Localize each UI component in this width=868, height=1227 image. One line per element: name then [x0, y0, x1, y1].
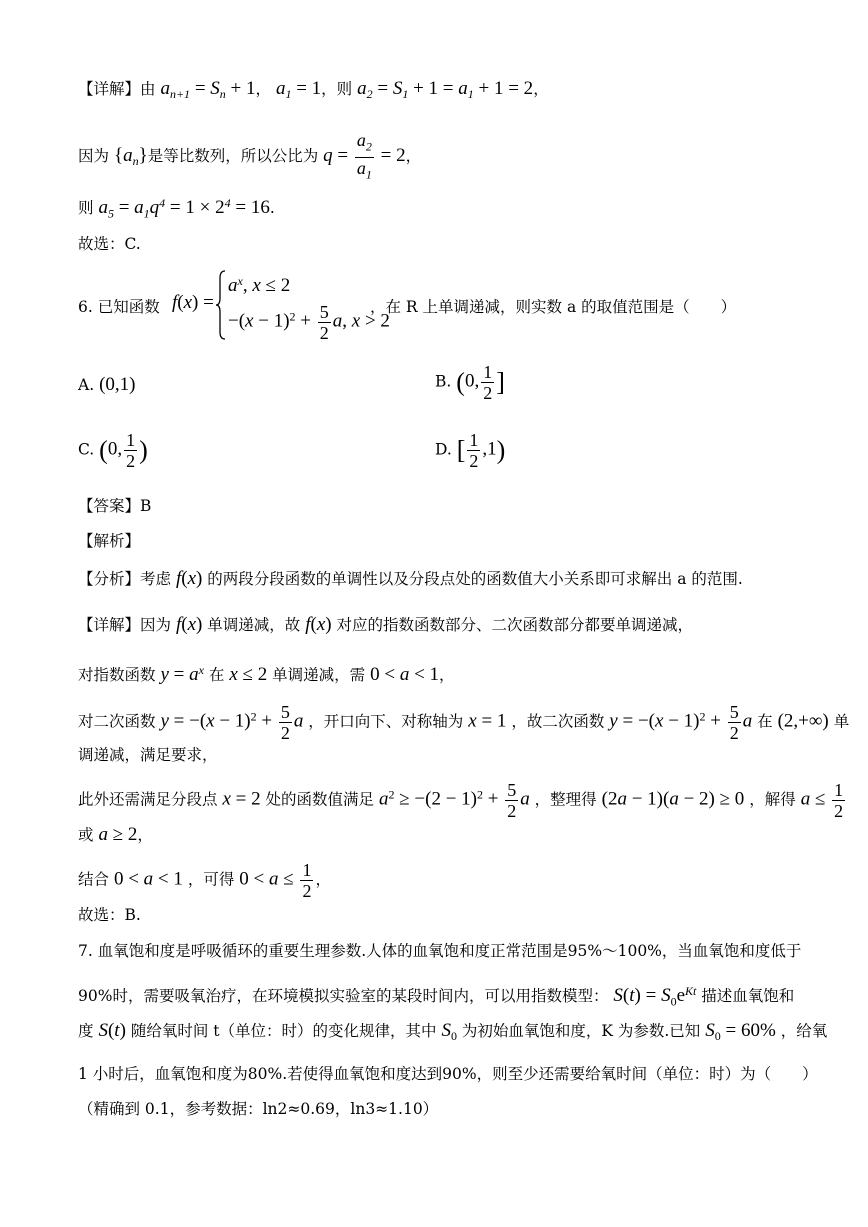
text: ，给氧: [780, 1022, 828, 1040]
brace-icon: [216, 270, 226, 340]
text: ，可得: [187, 870, 235, 889]
q6-fx: f(x) =: [172, 292, 214, 313]
option-label: D.: [435, 440, 452, 459]
text: 单: [833, 712, 850, 731]
text: ，故二次函数: [511, 712, 605, 731]
text: 则: [78, 199, 94, 218]
text: 在: [208, 666, 225, 685]
q7-line5: （精确到 0.1，参考数据：ln2≈0.69，ln3≈1.10）: [78, 1100, 439, 1118]
q6-stem-prefix: 6. 已知函数: [78, 298, 160, 316]
text: 的两段分段函数的单调性以及分段点处的函数值大小关系即可求解出 a 的范围.: [207, 570, 743, 588]
solution5-line1: 【详解】由 $a_{n+1} = S_n + 1$， $a_1 = 1$，则 $a_2 = S_1 + 1 = a_1 + 1 = 2$，: [78, 78, 549, 102]
q6-detail3: 对二次函数 $y = -(x - 1)^2$ + $\frac{5}{2}$ a ，开口向下、对称轴为 x = 1 ，故二次函数 $y = -(x - 1)^2$ + $\frac{5}{2}$ a 在 (2,+∞) 单: [78, 702, 850, 743]
q7-line3: 度 S(t) 随给氧时间 t（单位：时）的变化规律，其中 $S_0$ 为初始血氧饱和度，K 为参数.已知 $S_0 = 60\%$ ，给氧: [78, 1020, 828, 1044]
text: 此外还需满足分段点: [78, 790, 218, 809]
text: ，解得: [749, 790, 796, 809]
q6-detail2: 对指数函数 $y = a^x$ 在 x ≤ 2 单调递减，需 0 < a < 1，: [78, 663, 455, 686]
text: 对指数函数: [78, 666, 156, 685]
q6-choice: 故选：B.: [78, 906, 141, 924]
text: 结合: [78, 870, 110, 889]
q6-answer: 【答案】B: [78, 497, 152, 515]
text: 是等比数列，所以公比为: [147, 147, 319, 166]
q7-line1: 7. 血氧饱和度是呼吸循环的重要生理参数.人体的血氧饱和度正常范围是95%～100%，当血氧饱和度低于: [78, 942, 802, 960]
text: 90%时，需要吸氧治疗，在环境模拟实验室的某段时间内，可以用指数模型：: [78, 987, 609, 1006]
option-label: B.: [435, 372, 452, 391]
text: 或: [78, 826, 94, 844]
option-c[interactable]: C. (0, $\frac{1}{2}$ ): [78, 430, 148, 471]
option-a[interactable]: A. (0,1): [78, 374, 136, 395]
q6-piece1: $a^x$, x ≤ 2: [228, 274, 291, 297]
text: ，整理得: [534, 790, 597, 809]
solution5-choice: 故选：C.: [78, 235, 141, 253]
text: 单调递减，故: [207, 616, 301, 634]
solution5-line2: 因为 $\{a_n\}$是等比数列，所以公比为 q = $\frac{a_2}{a_1}$ = 2，: [78, 130, 422, 182]
q6-detail6: 或 a ≥ 2，: [78, 824, 153, 845]
text: 处的函数值满足: [265, 790, 375, 809]
q6-detail4: 调递减，满足要求，: [78, 746, 218, 764]
q6-analysis: 【分析】考虑 f(x) 的两段分段函数的单调性以及分段点处的函数值大小关系即可求解出 a 的范围.: [78, 568, 743, 589]
text: ，开口向下、对称轴为: [308, 712, 464, 731]
q7-line2: 90%时，需要吸氧治疗，在环境模拟实验室的某段时间内，可以用指数模型： $S(t) = S_0e^{Kt}$ 描述血氧饱和: [78, 984, 795, 1009]
text: 对二次函数: [78, 712, 156, 731]
q6-detail1: 【详解】因为 f(x) 单调递减，故 f(x) 对应的指数函数部分、二次函数部分都要单调递减，: [78, 614, 694, 635]
q6-piece2: $-(x - 1)^2$ + $\frac{5}{2}$ a, x > 2: [228, 302, 390, 343]
q7-line4: 1 小时后，血氧饱和度为80%.若使得血氧饱和度达到90%，则至少还需要给氧时间（单位：时）为（ ）: [78, 1065, 818, 1083]
q6-analysis-title: 【解析】: [78, 532, 141, 550]
q6-detail5: 此外还需满足分段点 x = 2 处的函数值满足 $a^2 \ge -(2 - 1)^2$ + $\frac{5}{2}$ a ，整理得 (2a − 1)(a − 2) ≥ 0 ，解得 a ≤ $\frac{1}{2}$: [78, 780, 844, 821]
text: 度: [78, 1022, 94, 1040]
text: 对应的指数函数部分、二次函数部分都要单调递减，: [336, 616, 694, 634]
text: 【分析】考虑: [78, 570, 172, 588]
text: 描述血氧饱和: [701, 987, 795, 1006]
text: 在: [757, 712, 773, 731]
text: 【详解】因为: [78, 616, 172, 634]
text: 因为: [78, 147, 110, 166]
text: 随给氧时间 t（单位：时）的变化规律，其中: [130, 1022, 437, 1040]
text: 为初始血氧饱和度，K 为参数.已知: [461, 1022, 701, 1040]
option-d[interactable]: D. [ $\frac{1}{2}$ ,1): [435, 430, 506, 471]
q6-detail7: 结合 0 < a < 1 ，可得 0 < a ≤ $\frac{1}{2}$ ，: [78, 860, 331, 901]
option-label: A.: [78, 376, 95, 394]
option-b[interactable]: B. (0, $\frac{1}{2}$ ]: [435, 362, 505, 403]
text: 单调递减，需: [272, 666, 366, 685]
solution5-line3: 则 $a_5 = a_1q^4 = 1 \times 2^4 = 16$.: [78, 196, 275, 221]
detail-label: 【详解】由: [78, 80, 156, 98]
option-label: C.: [78, 440, 95, 459]
q6-stem-suffix: ，在 R 上单调递减，则实数 a 的取值范围是（ ）: [370, 298, 737, 316]
